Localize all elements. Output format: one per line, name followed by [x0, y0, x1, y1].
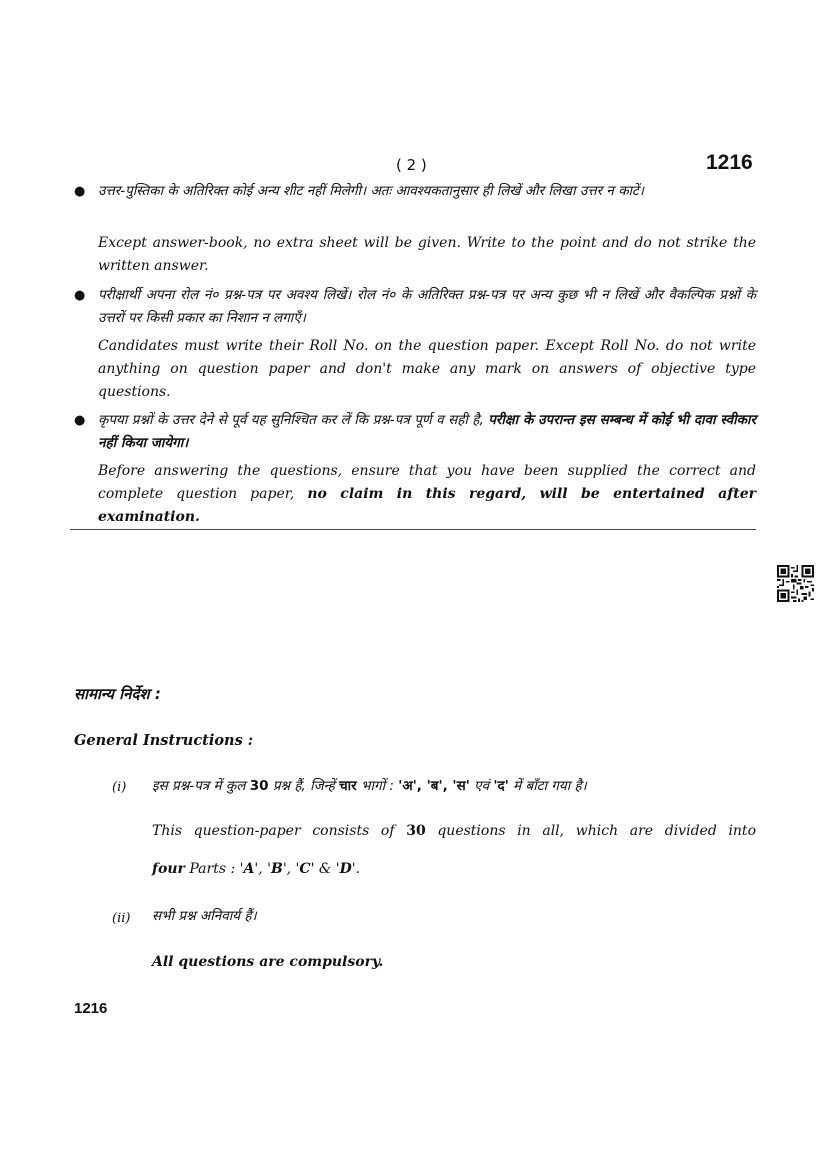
instruction-2-hindi: परीक्षार्थी अपना रोल नं० प्रश्न-पत्र पर अवश्य लिखें। रोल नं० के अतिरिक्त प्रश्न-पत्र पर अन्य कुछ भी न लिखें और वैकल्पिक प्रश्नों के उत्तरों पर किसी प्रकार का निशान न लगाएँ।: [98, 287, 756, 326]
item-2-english: All questions are compulsory.: [152, 954, 384, 970]
instruction-3-english-bold: no claim in this regard, will be entertained after examination.: [98, 486, 756, 525]
instruction-1-hindi: उत्तर-पुस्तिका के अतिरिक्त कोई अन्य शीट नहीं मिलेगी। अतः आवश्यकतानुसार ही लिखें और लिखा उत्तर न काटें।: [98, 183, 644, 199]
divider: [70, 529, 756, 530]
bullet: ●: [74, 184, 86, 199]
paper-code: 1216: [706, 151, 753, 174]
item-number: (i): [112, 780, 127, 795]
general-instructions-heading-hindi: सामान्य निर्देश :: [74, 685, 161, 703]
item-1-hindi: इस प्रश्न-पत्र में कुल 30 प्रश्न हैं, जिन्हें चार भागों : 'अ', 'ब', 'स' एवं 'द' में बाँटा गया है।: [152, 778, 587, 794]
item-number: (ii): [112, 911, 131, 926]
instruction-1-english: Except answer-book, no extra sheet will be given. Write to the point and do not strike the written answer.: [98, 235, 756, 274]
instruction-3-english: Before answering the questions, ensure that you have been supplied the correct and complete question paper, no claim in this regard, will be entertained after examination.: [98, 463, 756, 525]
bullet: ●: [74, 288, 86, 303]
item-1-english-line-1: This question-paper consists of 30 questions in all, which are divided into: [152, 823, 756, 839]
instruction-3-hindi: कृपया प्रश्नों के उत्तर देने से पूर्व यह सुनिश्चित कर लें कि प्रश्न-पत्र पूर्ण व सही है, परीक्षा के उपरान्त इस सम्बन्ध में कोई भी दावा स्वीकार नहीं किया जायेगा।: [98, 412, 756, 451]
bullet: ●: [74, 413, 86, 428]
footer-paper-code: 1216: [74, 1000, 108, 1017]
general-instructions-heading: General Instructions :: [74, 732, 254, 749]
instruction-2-english: Candidates must write their Roll No. on the question paper. Except Roll No. do not write anything on question paper and don't make any mark on answers of objective type questions.: [98, 338, 756, 400]
instruction-3-hindi-bold: परीक्षा के उपरान्त इस सम्बन्ध में कोई भी दावा स्वीकार नहीं किया जायेगा।: [98, 412, 756, 451]
item-2-hindi: सभी प्रश्न अनिवार्य हैं।: [152, 908, 257, 924]
item-1-english-line-2: four Parts : 'A', 'B', 'C' & 'D'.: [152, 861, 361, 877]
page-number: ( 2 ): [396, 156, 427, 174]
qr-code-icon: [777, 565, 814, 602]
